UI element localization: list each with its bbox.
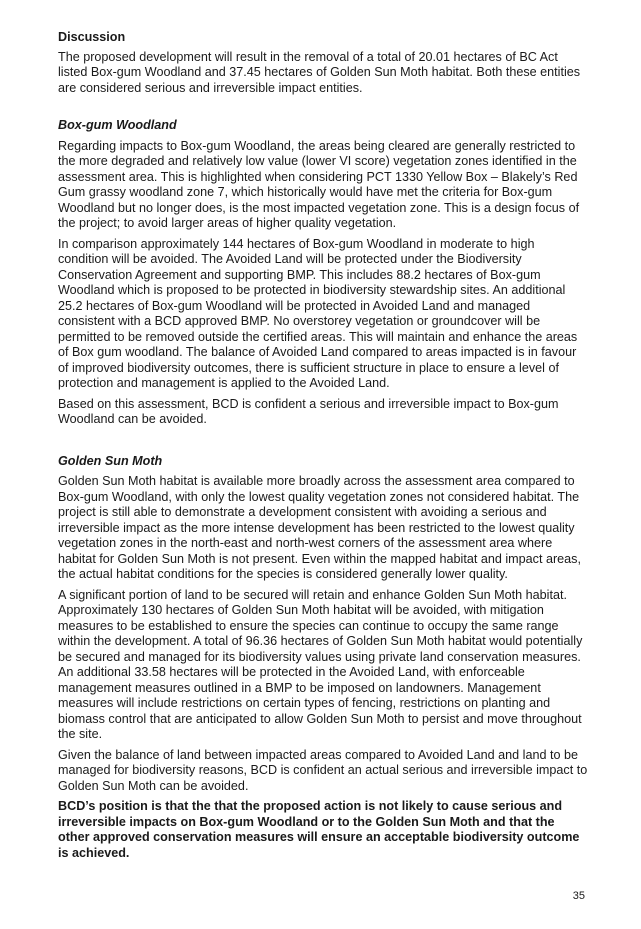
discussion-heading: Discussion [58,30,126,44]
section-golden-sun-moth [58,454,588,862]
page-number: 35 [572,890,585,902]
intro-paragraph: The proposed development will result in the removal of a total of 20.01 hectares of BC Act listed Box-gum Woodland and 37.45 hectares of Golden Sun Moth habitat. Both these entities are considered serious and irreversible impact entities. [58,49,581,95]
box-gum-paragraph-1: Regarding impacts to Box-gum Woodland, the areas being cleared are generally restricted to the more degraded and relatively low value (lower VI score) vegetation zones identified in the assessment area. This is highlighted when considering PCT 1330 Yellow Box – Blakely’s Red Gum grassy woodland zone 7, which historically would have met the criteria for Box-gum Woodland but no longer does, is the most impacted vegetation zone. This is a design focus of the project; to avoid larger areas of higher quality vegetation. [58,138,580,230]
golden-sun-moth-paragraph-2: A significant portion of land to be secured will retain and enhance Golden Sun Moth habitat. Approximately 130 hectares of Golden Sun Moth habitat will be avoided, with mitigation measures to be established to ensure the species can continue to occupy the same range within the development. A total of 96.36 hectares of Golden Sun Moth habitat would potentially be secured and managed for its biodiversity values using private land conservation measures. An additional 33.58 hectares will be protected in the Avoided Land, with enforceable management measures outlined in a BMP to be imposed on landowners. Management measures will include restrictions on certain types of fencing, restrictions on planting and biomass control that are anticipated to allow Golden Sun Moth to persist and move throughout the site. [58,587,583,741]
document-page [58,30,588,866]
section-box-gum-woodland [58,118,588,428]
golden-sun-moth-paragraph-1: Golden Sun Moth habitat is available more broadly across the assessment area compared to Box-gum Woodland, with only the lowest quality vegetation zones not considered habitat. The project is still able to demonstrate a development consistent with avoiding a serious and irreversible impact as the more intense development has been restricted to the lowest quality vegetation zones in the north-east and north-west corners of the assessment area where habitat for Golden Sun Moth is not present. Even within the mapped habitat and impact areas, the actual habitat conditions for the species is considered generally lower quality. [58,474,581,581]
box-gum-paragraph-2: In comparison approximately 144 hectares of Box-gum Woodland in moderate to high condition will be avoided. The Avoided Land will be protected under the Biodiversity Conservation Agreement and supporting BMP. This includes 88.2 hectares of Box-gum Woodland which is proposed to be protected in biodiversity stewardship sites. An additional 25.2 hectares of Box-gum Woodland will be protected in Avoided Land and managed consistent with a BCD approved BMP. No overstorey vegetation or groundcover will be permitted to be removed outside the certified areas. This will maintain and enhance the areas of Box gum woodland. The balance of Avoided Land compared to areas impacted is in favour of improved biodiversity outcomes, there is sufficient structure in place to ensure a level of protection and management is applied to the Avoided Land. [58,236,578,390]
bcd-position-conclusion: BCD’s position is that the that the proposed action is not likely to cause serious and irreversible impacts on Box-gum Woodland or to the Golden Sun Moth and that the other approved conservation measures will ensure an acceptable biodiversity outcome is achieved. [58,799,580,860]
section-title-golden-sun-moth: Golden Sun Moth [58,453,163,468]
section-title-box-gum-woodland: Box-gum Woodland [58,118,177,132]
golden-sun-moth-paragraph-3: Given the balance of land between impacted areas compared to Avoided Land and land to be managed for biodiversity reasons, BCD is confident an actual serious and irreversible impact to Golden Sun Moth can be avoided. [58,747,588,793]
box-gum-paragraph-3: Based on this assessment, BCD is confident a serious and irreversible impact to Box-gum Woodland can be avoided. [58,396,559,426]
